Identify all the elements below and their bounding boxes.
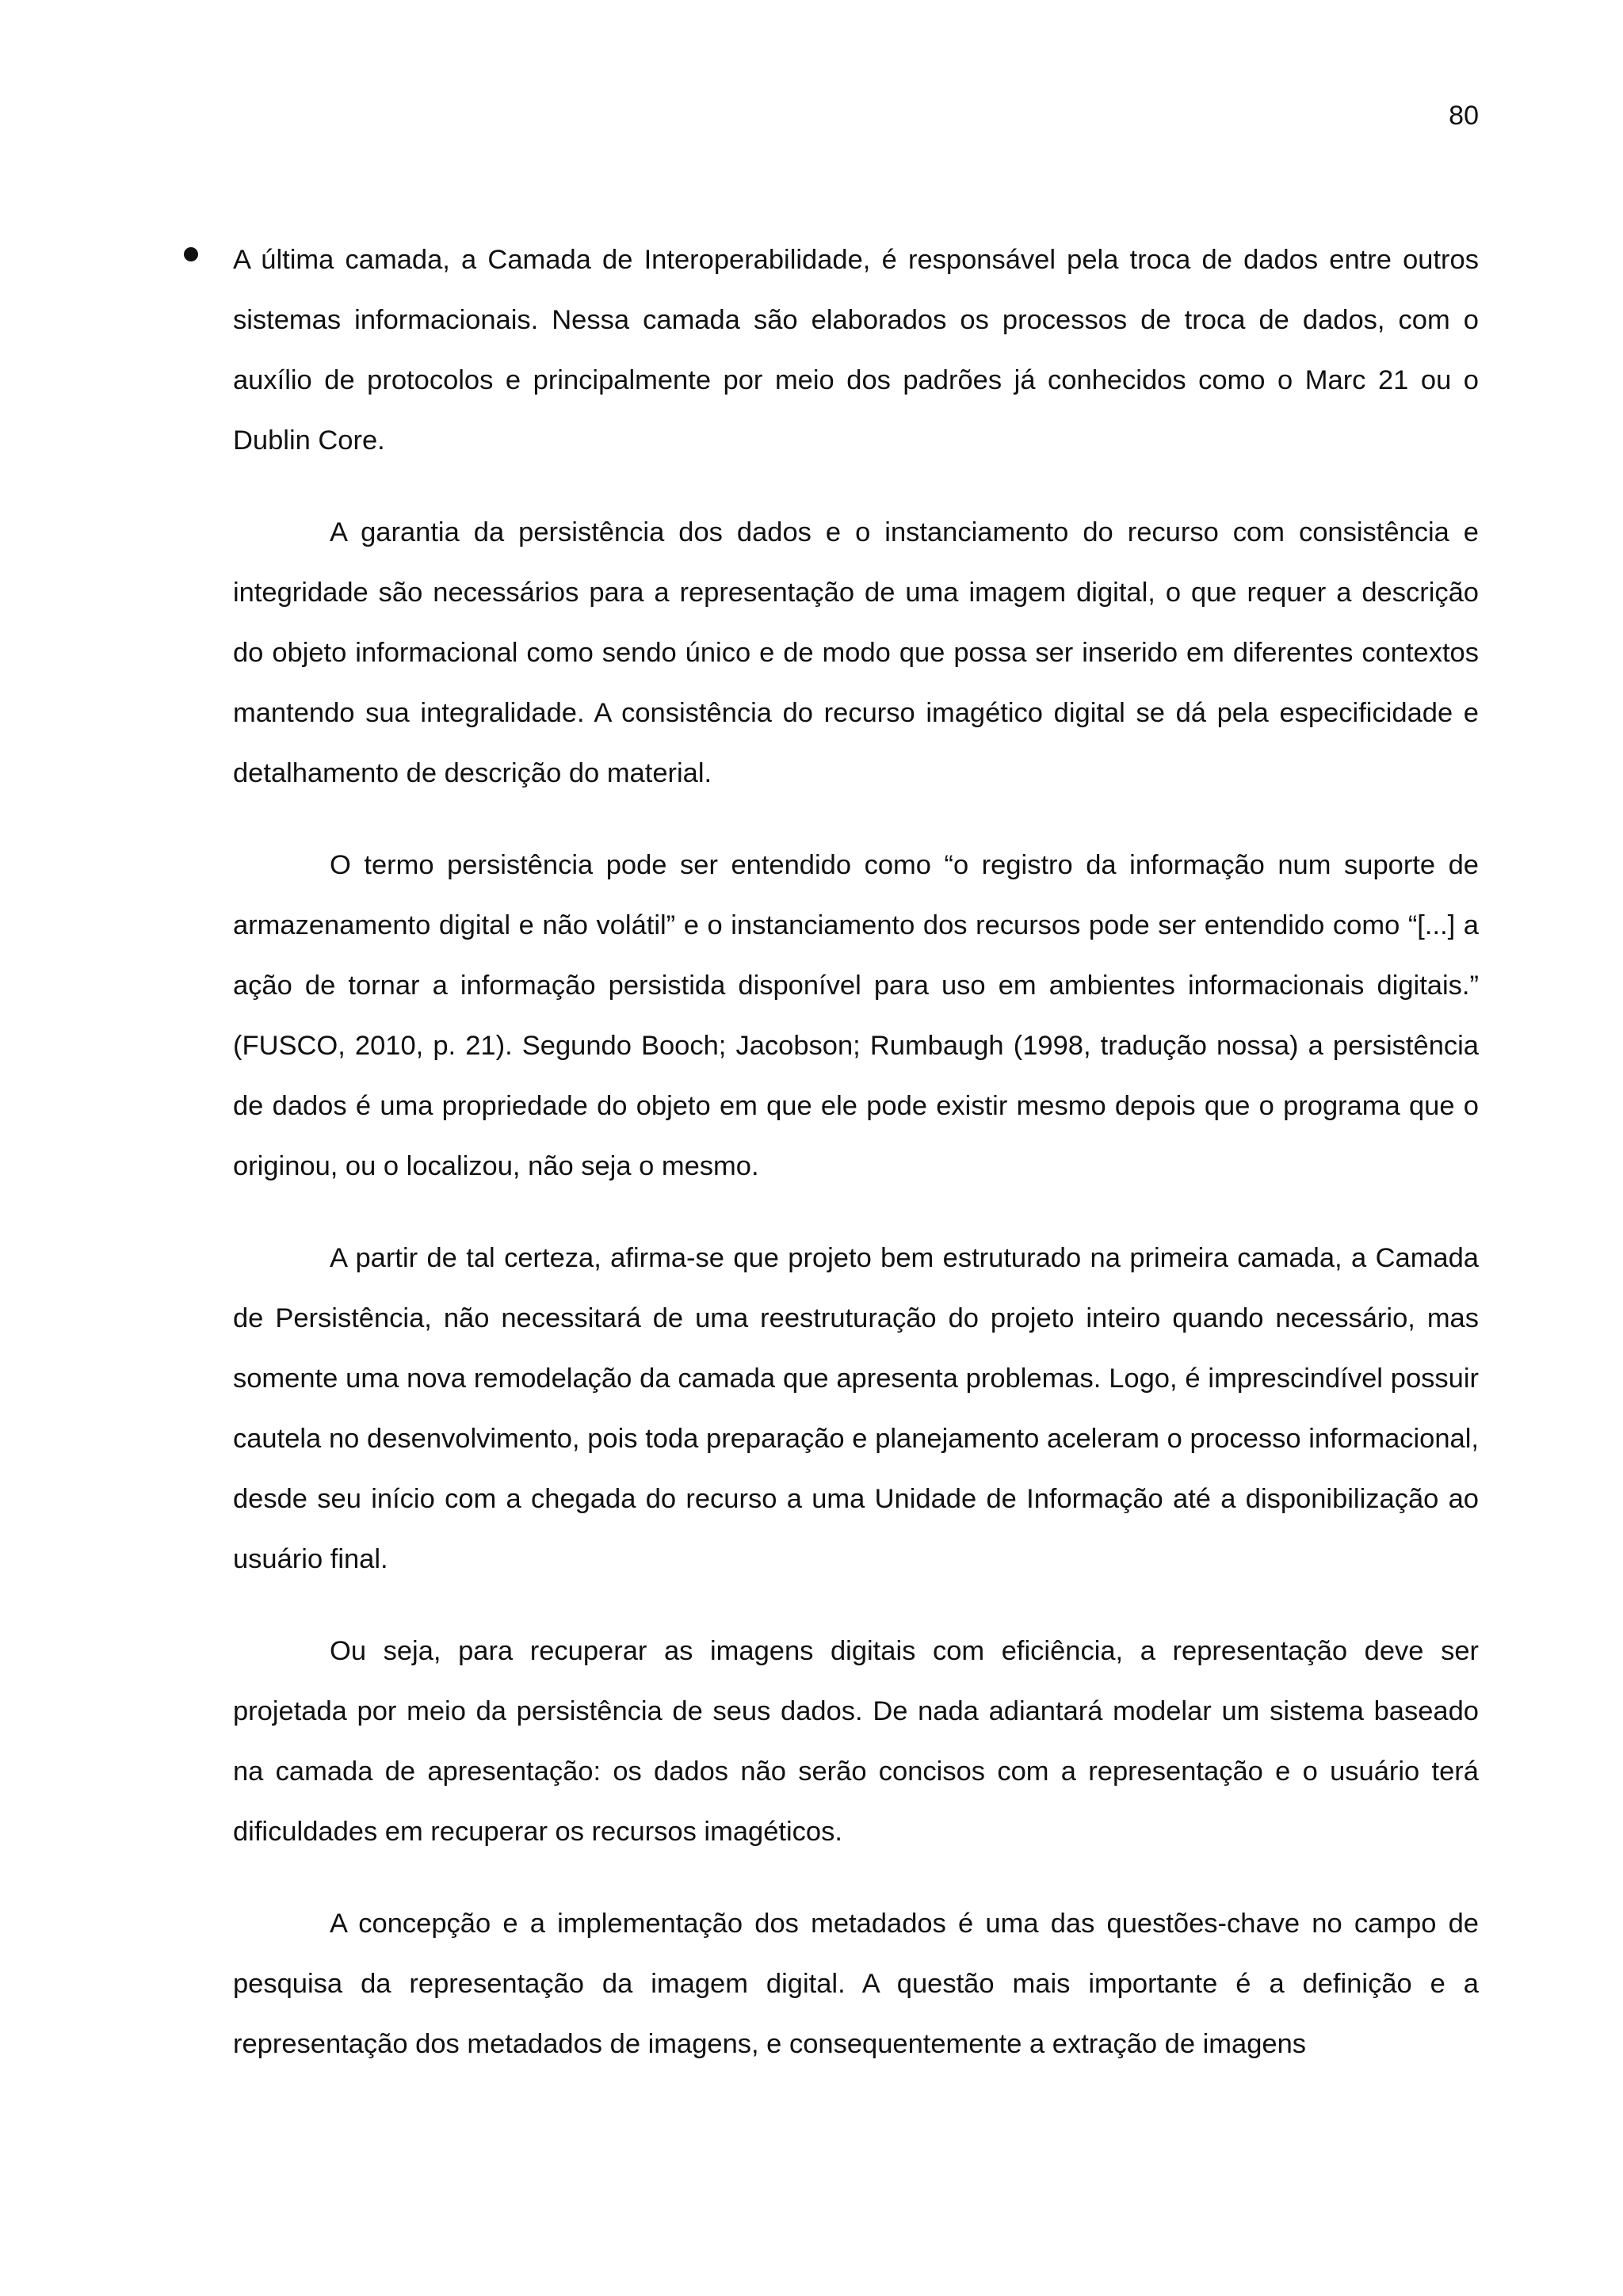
bullet-text: A última camada, a Camada de Interoperabilidade, é responsável pela troca de dados entre outros sistemas informacionais. Nessa camada são elaborados os processos de troca de dados, com o auxílio de protocolos e principalmente por meio dos padrões já conhecidos como o Marc 21 ou o Dublin Core. (233, 245, 1479, 456)
paragraph-first-layer-structure: A partir de tal certeza, afirma-se que projeto bem estruturado na primeira camada, a Camada de Persistência, não necessitará de uma reestruturação do projeto inteiro quando necessário, mas somente uma nova remodelação da camada que apresenta problemas. Logo, é imprescindível possuir cautela no desenvolvimento, pois toda preparação e planejamento aceleram o processo informacional, desde seu início com a chegada do recurso a uma Unidade de Informação até a disponibilização ao usuário final. (233, 1243, 1479, 1574)
page-number: 80 (1449, 101, 1479, 131)
bullet-list-item (233, 230, 1479, 471)
paragraph-metadata-implementation: A concepção e a implementação dos metadados é uma das questões-chave no campo de pesquisa da representação da imagem digital. A questão mais importante é a definição e a representação dos metadados de imagens, e consequentemente a extração de imagens (233, 1909, 1479, 2059)
document-body (233, 230, 1479, 2106)
paragraph-persistence-guarantee: A garantia da persistência dos dados e o instanciamento do recurso com consistência e integridade são necessários para a representação de uma imagem digital, o que requer a descrição do objeto informacional como sendo único e de modo que possa ser inserido em diferentes contextos mantendo sua integralidade. A consistência do recurso imagético digital se dá pela especificidade e detalhamento de descrição do material. (233, 517, 1479, 788)
bullet-icon (184, 247, 198, 261)
paragraph-persistence-definition: O termo persistência pode ser entendido como “o registro da informação num suporte de armazenamento digital e não volátil” e o instanciamento dos recursos pode ser entendido como “[...] a ação de tornar a informação persistida disponível para uso em ambientes informacionais digitais.” (FUSCO, 2010, p. 21). Segundo Booch; Jacobson; Rumbaugh (1998, tradução nossa) a persistência de dados é uma propriedade do objeto em que ele pode existir mesmo depois que o programa que o originou, ou o localizou, não seja o mesmo. (233, 850, 1479, 1181)
paragraph-image-retrieval: Ou seja, para recuperar as imagens digitais com eficiência, a representação deve ser projetada por meio da persistência de seus dados. De nada adiantará modelar um sistema baseado na camada de apresentação: os dados não serão concisos com a representação e o usuário terá dificuldades em recuperar os recursos imagéticos. (233, 1636, 1479, 1847)
